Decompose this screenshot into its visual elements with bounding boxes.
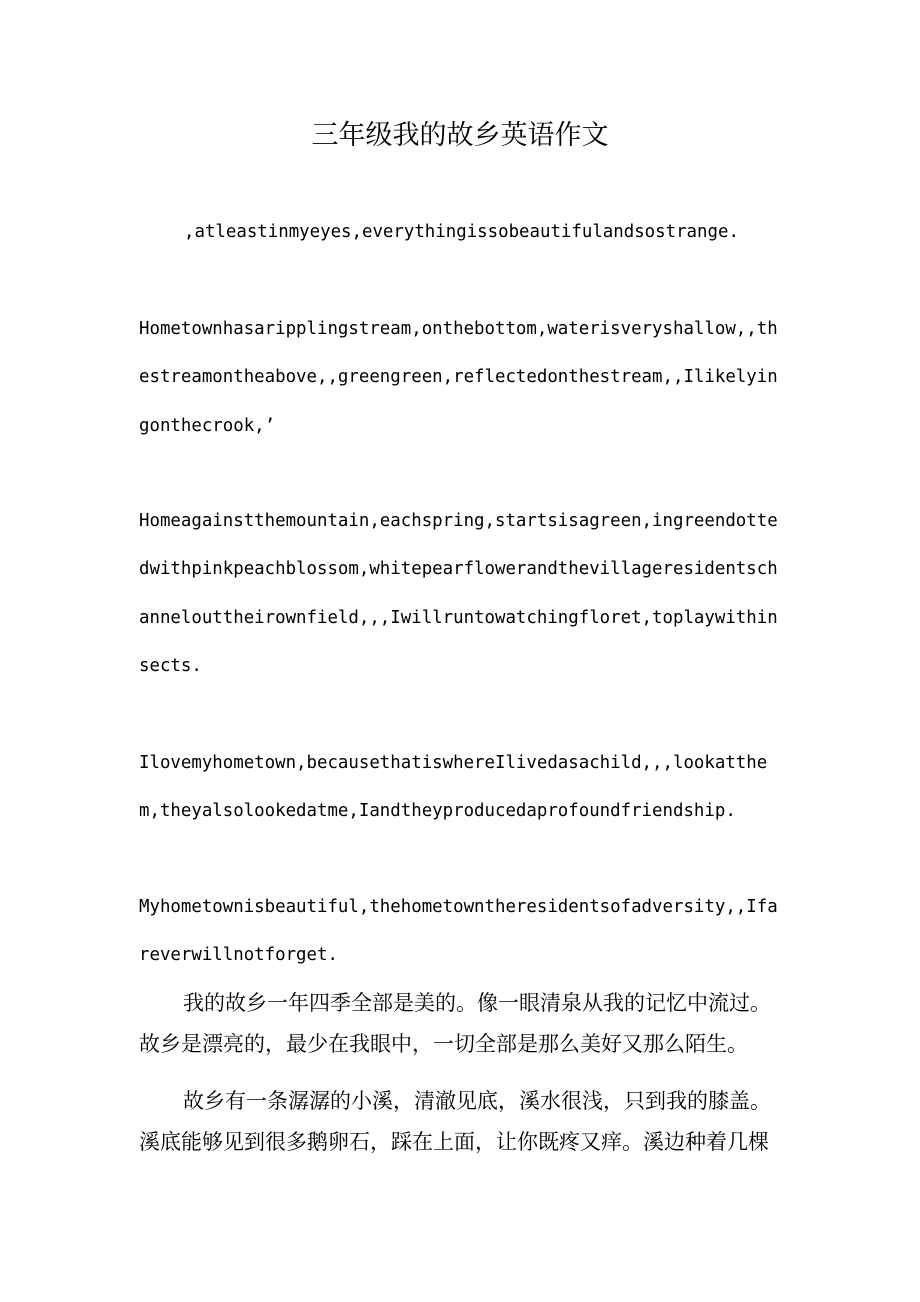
paragraph-en-1: ,atleastinmyeyes,everythingissobeautifulandsostrange. xyxy=(184,222,739,242)
paragraph-zh-1: 我的故乡一年四季全部是美的。像一眼清泉从我的记忆中流过。故乡是漂亮的，最少在我眼中，一切全部是那么美好又那么陌生。 xyxy=(139,991,771,1056)
paragraph-en-2: Hometownhasaripplingstream,onthebottom,waterisveryshallow,,thestreamontheabove,,greengreen,reflectedonthestream,,Ilikelyingonthecrook,’ xyxy=(139,319,778,436)
paragraph-en-5: Myhometownisbeautiful,thehometowntheresidentsofadversity,,Ifareverwillnotforget. xyxy=(139,897,778,966)
paragraph-zh-2: 故乡有一条潺潺的小溪，清澈见底，溪水很浅，只到我的膝盖。溪底能够见到很多鹅卵石，踩在上面，让你既疼又痒。溪边种着几棵 xyxy=(139,1089,771,1154)
paragraph-en-3: Homeagainstthemountain,eachspring,startsisagreen,ingreendottedwithpinkpeachblossom,whitepearflowerandthevillageresidentschannelouttheirownfield,,,Iwillruntowatchingfloret,toplaywithinsects. xyxy=(139,511,778,676)
document-title: 三年级我的故乡英语作文 xyxy=(311,120,609,151)
paragraph-en-4: Ilovemyhometown,becausethatiswhereIlivedasachild,,,lookatthem,theyalsolookedatme,Iandtheyproducedaprofoundfriendship. xyxy=(139,753,768,822)
